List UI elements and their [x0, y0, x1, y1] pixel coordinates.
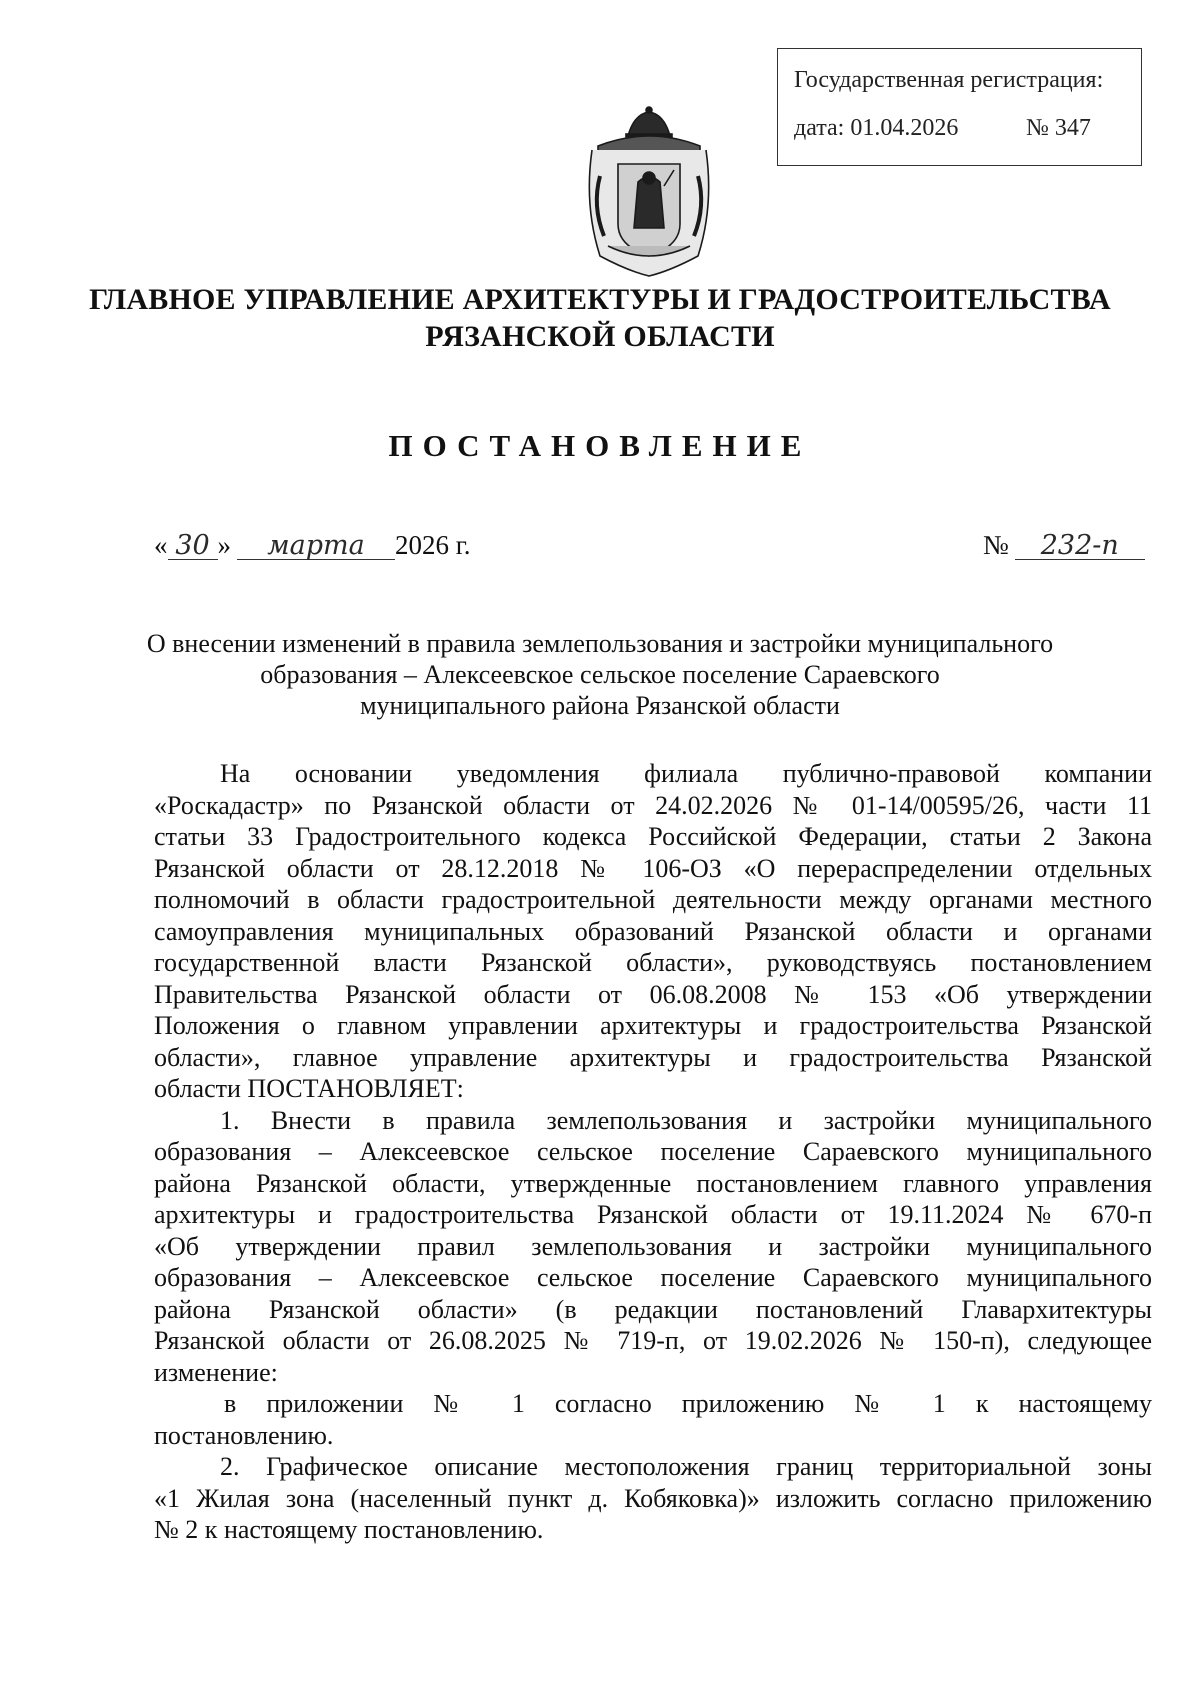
item1-line: района Рязанской области, утвержденные постановлением главного управления	[154, 1168, 1152, 1198]
registration-stamp	[777, 48, 1142, 166]
preamble-line: полномочий в области градостроительной деятельности между органами местного	[154, 885, 1152, 914]
date-month: марта	[237, 532, 395, 560]
registration-number: № 347	[1026, 115, 1091, 141]
item1-sub-line: постановлению.	[154, 1420, 334, 1450]
subject-line: О внесении изменений в правила землепользования и застройки муниципального	[146, 629, 1054, 658]
date-open-quote: «	[154, 530, 168, 560]
date-day: 30	[168, 532, 218, 560]
preamble-line: Рязанской области от 28.12.2018 № 106-ОЗ «О перераспределении отдельных	[154, 853, 1152, 883]
document-body	[154, 758, 1152, 1546]
preamble-line: Правительства Рязанской области от 06.08.2008 № 153 «Об утверждении	[154, 979, 1152, 1009]
number-sign: №	[983, 530, 1009, 560]
item1-line: 1. Внести в правила землепользования и застройки муниципального	[220, 1105, 1152, 1135]
item1-line: Рязанской области от 26.08.2025 № 719-п, от 19.02.2026 № 150-п), следующее	[154, 1326, 1152, 1355]
registration-title: Государственная регистрация:	[794, 67, 1104, 93]
document-number	[983, 530, 1145, 561]
item1-line: изменение:	[154, 1357, 278, 1387]
item1-line: «Об утверждении правил землепользования и застройки муниципального	[154, 1231, 1152, 1261]
item1-line: района Рязанской области» (в редакции постановлений Главархитектуры	[154, 1294, 1152, 1324]
document-type-title: ПОСТАНОВЛЕНИЕ	[388, 428, 812, 463]
preamble-line: Положения о главном управлении архитектуры и градостроительства Рязанской	[154, 1011, 1152, 1040]
preamble-line: области», главное управление архитектуры и градостроительства Рязанской	[154, 1042, 1152, 1072]
subject-line: образования – Алексеевское сельское поселение Сараевского	[260, 660, 940, 689]
preamble-line: На основании уведомления филиала публично-правовой компании	[220, 759, 1152, 788]
item1-sub-line: в приложении № 1 согласно приложению № 1 к настоящему	[224, 1389, 1152, 1418]
preamble-line: самоуправления муниципальных образований Рязанской области и органами	[154, 916, 1152, 946]
item1-line: образования – Алексеевское сельское поселение Сараевского муниципального	[154, 1263, 1152, 1292]
preamble-line: «Роскадастр» по Рязанской области от 24.02.2026 № 01-14/00595/26, части 11	[154, 790, 1152, 820]
organization-name-line1: ГЛАВНОЕ УПРАВЛЕНИЕ АРХИТЕКТУРЫ И ГРАДОСТРОИТЕЛЬСТВА	[89, 283, 1111, 316]
preamble-line: статьи 33 Градостроительного кодекса Российской Федерации, статьи 2 Закона	[154, 822, 1152, 851]
preamble-line: области ПОСТАНОВЛЯЕТ:	[154, 1074, 464, 1103]
preamble-line: государственной власти Рязанской области», руководствуясь постановлением	[154, 948, 1152, 977]
coat-of-arms-icon	[578, 106, 720, 278]
date-year: 2026 г.	[395, 530, 471, 560]
date-close-quote: »	[217, 530, 231, 560]
item1-line: архитектуры и градостроительства Рязанской области от 19.11.2024 № 670-п	[154, 1200, 1152, 1229]
number-value: 232-п	[1015, 532, 1145, 560]
item2-line: 2. Графическое описание местоположения границ территориальной зоны	[220, 1452, 1152, 1481]
item1-line: образования – Алексеевское сельское поселение Сараевского муниципального	[154, 1137, 1152, 1166]
subject-line: муниципального района Рязанской области	[360, 691, 840, 720]
item2-line: «1 Жилая зона (населенный пункт д. Кобяковка)» изложить согласно приложению	[154, 1483, 1152, 1513]
document-subject	[130, 628, 1070, 721]
item2-line: № 2 к настоящему постановлению.	[154, 1515, 544, 1544]
document-date	[154, 530, 471, 561]
organization-name-line2: РЯЗАНСКОЙ ОБЛАСТИ	[425, 320, 775, 353]
registration-date: дата: 01.04.2026	[794, 115, 959, 141]
